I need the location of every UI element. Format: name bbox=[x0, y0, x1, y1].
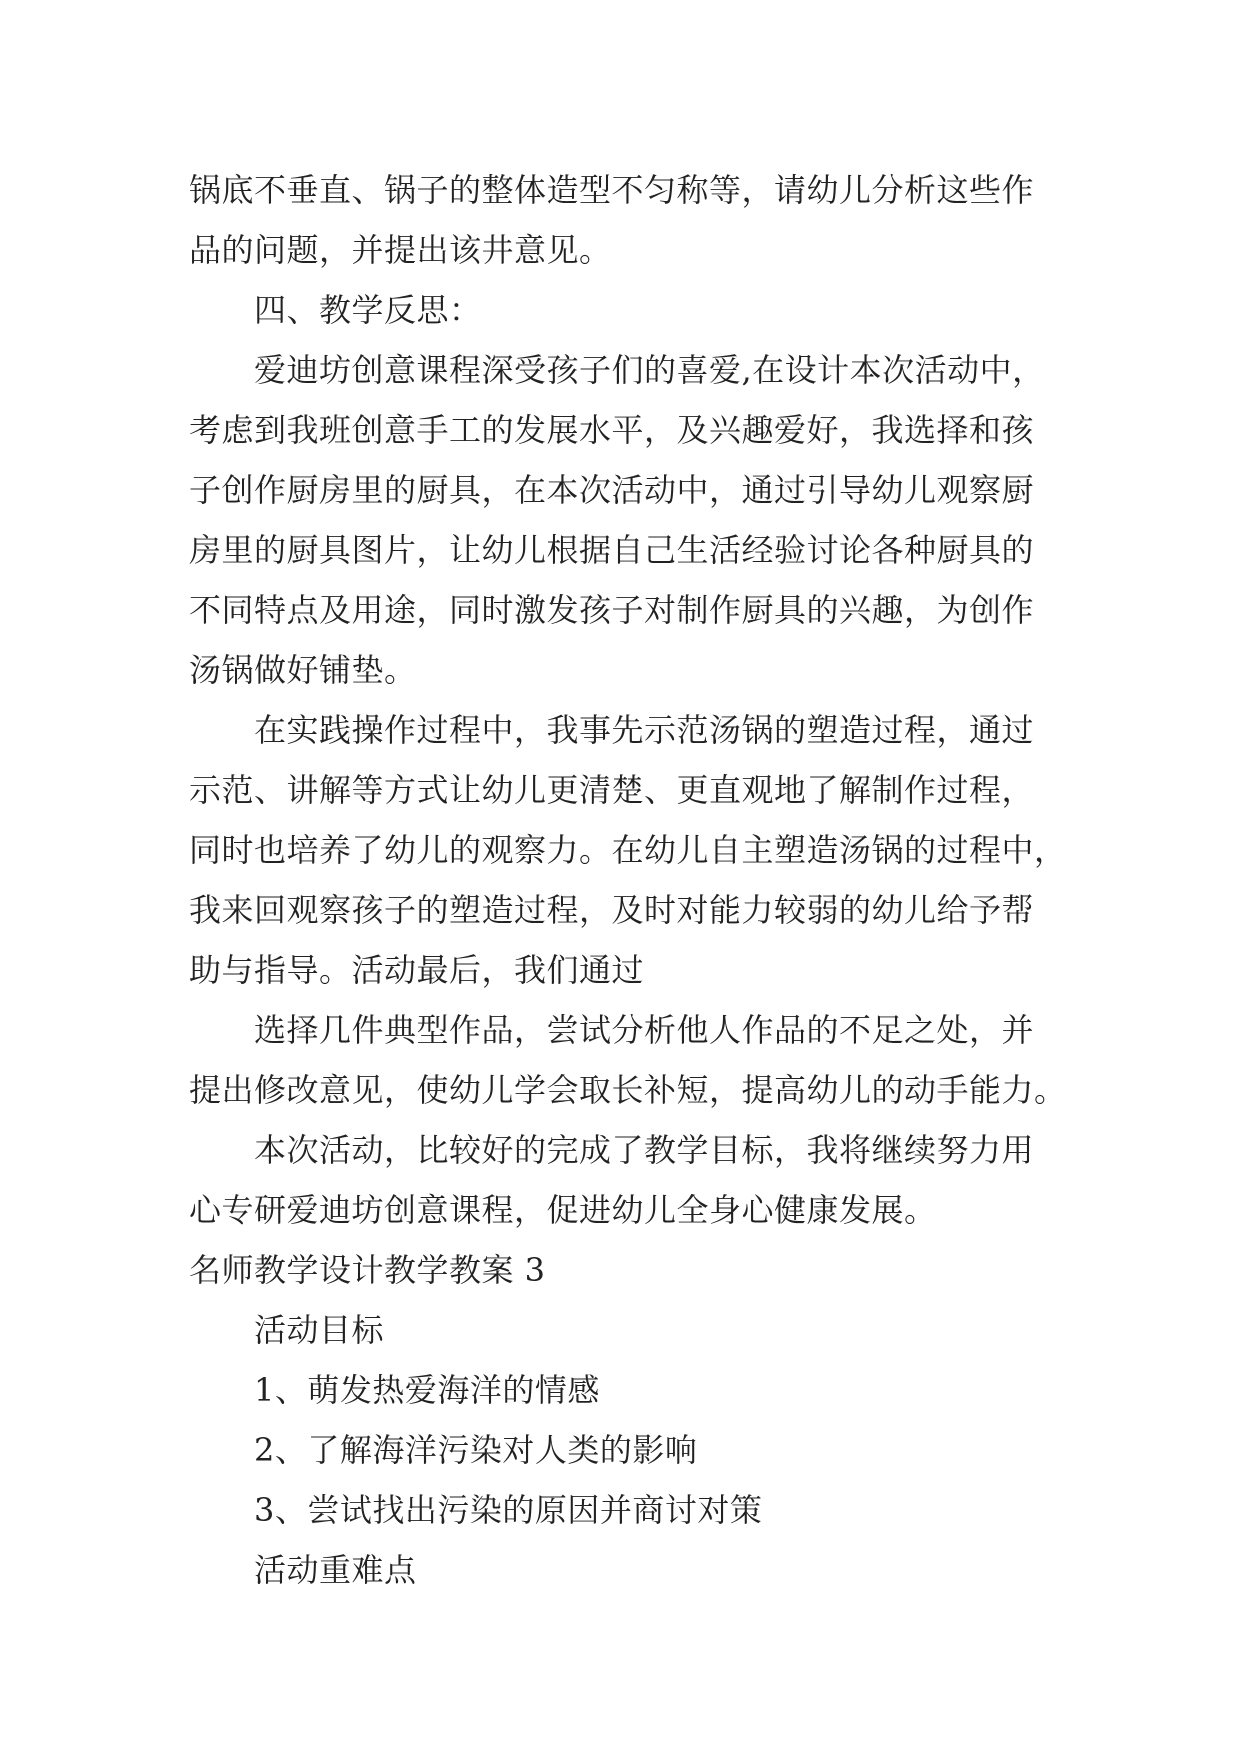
list-item: 2、了解海洋污染对人类的影响 bbox=[254, 1431, 698, 1469]
paragraph-line: 爱迪坊创意课程深受孩子们的喜爱,在设计本次活动中， bbox=[254, 351, 1045, 389]
subheading: 活动目标 bbox=[254, 1311, 385, 1349]
paragraph-line: 提出修改意见，使幼儿学会取长补短，提高幼儿的动手能力。 bbox=[189, 1071, 1067, 1109]
paragraph-line: 锅底不垂直、锅子的整体造型不匀称等，请幼儿分析这些作 bbox=[189, 171, 1035, 209]
paragraph-line: 助与指导。活动最后，我们通过 bbox=[189, 951, 645, 989]
paragraph-line: 子创作厨房里的厨具，在本次活动中，通过引导幼儿观察厨 bbox=[189, 471, 1035, 509]
subheading: 活动重难点 bbox=[254, 1551, 417, 1589]
paragraph-line: 心专研爱迪坊创意课程，促进幼儿全身心健康发展。 bbox=[189, 1191, 937, 1229]
paragraph-line: 示范、讲解等方式让幼儿更清楚、更直观地了解制作过程， bbox=[189, 771, 1035, 809]
paragraph-line: 选择几件典型作品，尝试分析他人作品的不足之处，并 bbox=[254, 1011, 1035, 1049]
document-body bbox=[189, 160, 1069, 1600]
document-title: 名师教学设计教学教案 3 bbox=[189, 1251, 546, 1289]
paragraph-line: 考虑到我班创意手工的发展水平，及兴趣爱好，我选择和孩 bbox=[189, 411, 1035, 449]
paragraph-line: 房里的厨具图片，让幼儿根据自己生活经验讨论各种厨具的 bbox=[189, 531, 1035, 569]
paragraph-line: 本次活动，比较好的完成了教学目标，我将继续努力用 bbox=[254, 1131, 1035, 1169]
list-item: 1、萌发热爱海洋的情感 bbox=[254, 1371, 600, 1409]
list-item: 3、尝试找出污染的原因并商讨对策 bbox=[254, 1491, 763, 1529]
paragraph-line: 在实践操作过程中，我事先示范汤锅的塑造过程，通过 bbox=[254, 711, 1035, 749]
paragraph-line: 同时也培养了幼儿的观察力。在幼儿自主塑造汤锅的过程中， bbox=[189, 831, 1067, 869]
paragraph-line: 我来回观察孩子的塑造过程，及时对能力较弱的幼儿给予帮 bbox=[189, 891, 1035, 929]
section-heading: 四、教学反思： bbox=[254, 291, 482, 329]
paragraph-line: 汤锅做好铺垫。 bbox=[189, 651, 417, 689]
paragraph-line: 品的问题，并提出该井意见。 bbox=[189, 231, 612, 269]
paragraph-line: 不同特点及用途，同时激发孩子对制作厨具的兴趣，为创作 bbox=[189, 591, 1035, 629]
